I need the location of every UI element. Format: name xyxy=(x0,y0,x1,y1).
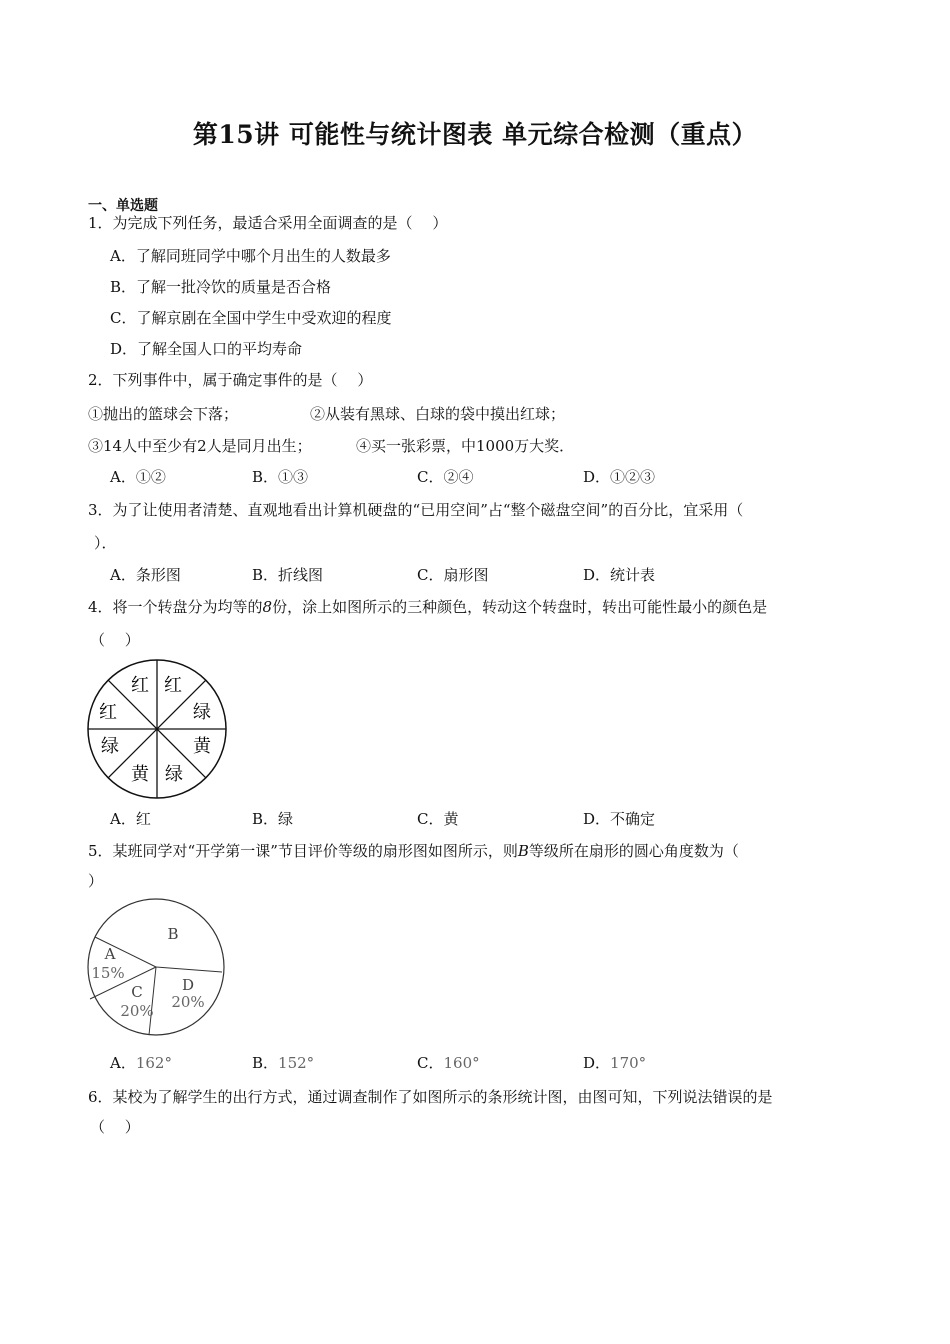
question-6-stem: 6．某校为了解学生的出行方式，通过调查制作了如图所示的条形统计图，由图可知，下列说法错误的是 xyxy=(88,1088,773,1106)
spinner-label-4: 黄 xyxy=(193,736,211,757)
pie-percent-d: 20% xyxy=(171,993,205,1011)
question-3-stem-cont: ）． xyxy=(94,534,117,552)
pie-label-c: C xyxy=(131,983,143,1001)
q3-option-b[interactable]: B．折线图 xyxy=(252,566,324,584)
question-5-stem xyxy=(88,841,739,861)
spinner-label-1: 红 xyxy=(131,675,149,696)
spinner-label-5: 绿 xyxy=(165,764,183,785)
question-6-stem-cont: （ ） xyxy=(90,1118,140,1136)
q4-option-c[interactable]: C．黄 xyxy=(417,810,459,828)
q5-option-d-label: D． xyxy=(583,1054,611,1072)
q1-option-c[interactable]: C．了解京剧在全国中学生中受欢迎的程度 xyxy=(110,309,392,327)
q2-option-c[interactable]: C．②④ xyxy=(417,468,474,486)
q5-stem-variable: B xyxy=(517,842,529,860)
pie-divider xyxy=(149,967,156,1035)
pie-label-a: A xyxy=(104,945,116,963)
q2-option-b[interactable]: B．①③ xyxy=(252,468,309,486)
pie-percent-c: 20% xyxy=(120,1002,154,1020)
q3-option-a[interactable]: A．条形图 xyxy=(110,566,181,584)
q5-option-a-label: A． xyxy=(110,1054,136,1072)
q4-stem-part-b: 份，涂上如图所示的三种颜色，转动这个转盘时，转出可能性最小的颜色是 xyxy=(272,598,768,616)
q5-option-b-value: 152° xyxy=(278,1054,315,1072)
q2-option-a[interactable]: A．①② xyxy=(110,468,166,486)
q2-option-d[interactable]: D．①②③ xyxy=(583,468,656,486)
q3-option-c[interactable]: C．扇形图 xyxy=(417,566,489,584)
q4-option-b[interactable]: B．绿 xyxy=(252,810,294,828)
pie-percent-a: 15% xyxy=(91,964,125,982)
q4-option-a[interactable]: A．红 xyxy=(110,810,151,828)
q2-event-2: ②从装有黑球、白球的袋中摸出红球； xyxy=(310,405,566,423)
q4-stem-number: 8 xyxy=(262,598,273,616)
q5-option-b[interactable] xyxy=(252,1053,314,1073)
q5-option-c-label: C． xyxy=(417,1054,444,1072)
spinner-label-6: 黄 xyxy=(131,764,149,785)
q5-option-d-value: 170° xyxy=(610,1054,647,1072)
question-4-stem-cont: （ ） xyxy=(90,631,140,649)
pie-divider xyxy=(156,967,222,972)
pie-label-b: B xyxy=(167,925,179,943)
question-1-stem: 1．为完成下列任务，最适合采用全面调查的是（ ） xyxy=(88,214,448,232)
pie-label-d: D xyxy=(181,976,195,994)
q5-option-c-value: 160° xyxy=(443,1054,480,1072)
spinner-label-7: 绿 xyxy=(101,736,119,757)
spinner-label-2: 红 xyxy=(164,675,182,696)
spinner-label-8: 红 xyxy=(99,702,117,723)
q5-option-b-label: B． xyxy=(252,1054,279,1072)
page-title: 第15讲 可能性与统计图表 单元综合检测（重点） xyxy=(192,120,758,149)
question-5-stem-cont: ） xyxy=(88,872,104,890)
q1-option-d[interactable]: D．了解全国人口的平均寿命 xyxy=(110,340,303,358)
q5-option-c[interactable] xyxy=(417,1053,480,1073)
question-3-stem: 3．为了让使用者清楚、直观地看出计算机硬盘的“已用空间”占“整个磁盘空间”的百分比，宜采用（ xyxy=(88,501,744,519)
q5-stem-part-a: 5．某班同学对“开学第一课”节目评价等级的扇形图如图所示，则 xyxy=(88,842,518,860)
q5-stem-part-b: 等级所在扇形的圆心角度数为（ xyxy=(528,842,739,860)
q2-event-4: ④买一张彩票，中1000万大奖． xyxy=(356,437,575,455)
spinner-label-3: 绿 xyxy=(193,702,211,723)
q2-event-1: ①抛出的篮球会下落； xyxy=(88,405,239,423)
q4-stem-part-a: 4．将一个转盘分为均等的 xyxy=(88,598,263,616)
q4-option-d[interactable]: D．不确定 xyxy=(583,810,656,828)
q3-option-d[interactable]: D．统计表 xyxy=(583,566,656,584)
q2-event-3: ③14人中至少有2人是同月出生； xyxy=(88,437,312,455)
question-2-stem: 2．下列事件中，属于确定事件的是（ ） xyxy=(88,371,373,389)
q5-option-a-value: 162° xyxy=(135,1054,172,1072)
section-heading: 一、单选题 xyxy=(88,198,158,214)
pie-chart xyxy=(84,895,228,1039)
question-4-stem xyxy=(88,597,767,617)
spinner-diagram xyxy=(86,658,228,800)
q5-option-a[interactable] xyxy=(110,1053,172,1073)
q5-option-d[interactable] xyxy=(583,1053,646,1073)
q1-option-b[interactable]: B．了解一批冷饮的质量是否合格 xyxy=(110,278,332,296)
q1-option-a[interactable]: A．了解同班同学中哪个月出生的人数最多 xyxy=(110,247,391,265)
